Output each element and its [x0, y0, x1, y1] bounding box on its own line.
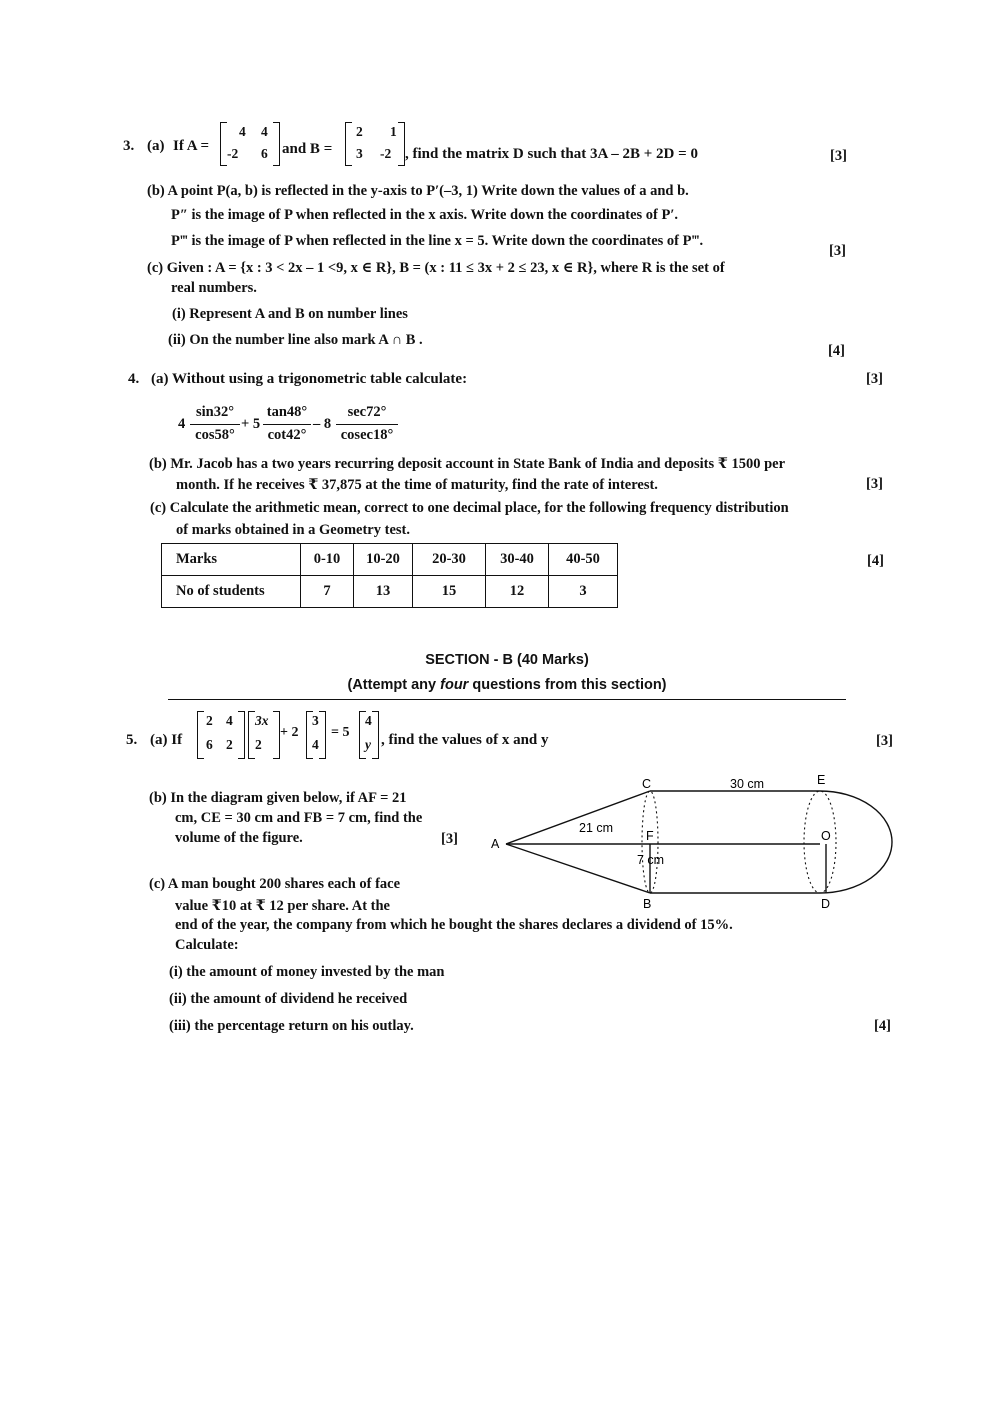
matrix-5-3 [306, 711, 326, 759]
q4c-line2: of marks obtained in a Geometry test. [176, 522, 410, 538]
table-cell: No of students [162, 576, 301, 608]
q5a-label: (a) If [150, 732, 183, 748]
label-e: E [817, 773, 826, 787]
q5b-line1: (b) In the diagram given below, if AF = 21 [149, 790, 407, 806]
matrix-5-1 [197, 711, 245, 759]
matrix-5-4 [359, 711, 379, 759]
q3-number: 3. [123, 138, 135, 154]
matrix-a-11: 4 [239, 124, 246, 139]
matrix-5-3-2: 4 [312, 737, 319, 752]
matrix-b-22: -2 [380, 146, 392, 161]
expr-bar2 [263, 424, 311, 425]
matrix-b-21: 3 [356, 146, 363, 161]
hemisphere-arc [820, 791, 892, 893]
matrix-b [345, 122, 405, 166]
expr-num1: sin32° [195, 404, 235, 420]
expr-num3: sec72° [347, 404, 387, 420]
expr-op1: + 5 [241, 416, 261, 432]
expr-den1: cos58° [195, 427, 235, 443]
matrix-5-3-1: 3 [312, 713, 319, 728]
volume-diagram [488, 768, 898, 910]
section-b-title: SECTION - B (40 Marks) [425, 652, 589, 668]
q3b-line3: P‴ is the image of P when reflected in the line x = 5. Write down the coordinates of P‴. [171, 233, 704, 249]
section-divider [168, 699, 846, 700]
q3c-line1: (c) Given : A = {x : 3 < 2x – 1 <9, x ∈ R}, B = (x : 11 ≤ 3x + 2 ≤ 23, x ∈ R}, where R is the set of [147, 260, 725, 276]
q5c-line1: (c) A man bought 200 shares each of face [149, 876, 401, 892]
q3b-marks: [3] [829, 243, 846, 259]
q5b-line3: volume of the figure. [175, 830, 303, 846]
q5c-line2: value ₹10 at ₹ 12 per share. At the [175, 898, 390, 914]
matrix-a [220, 122, 280, 166]
matrix-a-12: 4 [261, 124, 268, 139]
table-cell: 13 [354, 576, 413, 608]
q3a-if-a: If A = [173, 138, 210, 154]
q3a-rest: , find the matrix D such that 3A – 2B + 2D = 0 [405, 146, 698, 162]
expr-num2: tan48° [266, 404, 308, 420]
table-cell: 30-40 [486, 544, 549, 576]
table-cell: 12 [486, 576, 549, 608]
table-cell: Marks [162, 544, 301, 576]
q4b-marks: [3] [866, 476, 883, 492]
expr-coef1: 4 [178, 416, 186, 432]
matrix-5-4-1: 4 [365, 713, 372, 728]
matrix-b-12: 1 [390, 124, 397, 139]
matrix-5-1-21: 6 [206, 737, 213, 752]
label-d: D [821, 897, 831, 910]
label-af: 21 cm [579, 821, 614, 835]
label-f: F [646, 829, 654, 843]
q4a-text: (a) Without using a trigonometric table calculate: [151, 371, 468, 387]
matrix-b-11: 2 [356, 124, 363, 139]
subtitle-pre: (Attempt any [347, 677, 441, 693]
label-fb: 7 cm [637, 853, 665, 867]
q5c-line3: end of the year, the company from which he bought the shares declares a dividend of 15%. [175, 917, 733, 933]
q3c-marks: [4] [828, 343, 845, 359]
expr-bar1 [190, 424, 240, 425]
q3a-and-b: and B = [282, 141, 333, 157]
section-b-subtitle [168, 677, 846, 693]
q5c-line4: Calculate: [175, 937, 239, 953]
frequency-table [161, 543, 618, 608]
q4b-line2: month. If he receives ₹ 37,875 at the time of maturity, find the rate of interest. [176, 477, 658, 493]
table-cell: 15 [413, 576, 486, 608]
label-ce: 30 cm [730, 777, 765, 791]
q3c-line2: real numbers. [171, 280, 257, 296]
q4-number: 4. [128, 371, 140, 387]
matrix-a-22: 6 [261, 146, 268, 161]
q4b-line1: (b) Mr. Jacob has a two years recurring deposit account in State Bank of India and deposits ₹ 1500 per [149, 456, 786, 472]
expr-bar3 [336, 424, 398, 425]
q5c-marks: [4] [874, 1018, 891, 1034]
matrix-5-2 [248, 711, 280, 759]
q5a-eq5: = 5 [331, 725, 350, 740]
matrix-5-2-2: 2 [255, 737, 262, 752]
q3b-line1: (b) A point P(a, b) is reflected in the y-axis to P′(–3, 1) Write down the values of a and b. [147, 183, 689, 199]
expr-den3: cosec18° [340, 427, 394, 443]
matrix-5-4-2: y [365, 737, 371, 752]
q5a-plus2: + 2 [280, 725, 299, 740]
cone-top-edge [506, 791, 650, 844]
q5c-ii: (ii) the amount of dividend he received [169, 991, 408, 1007]
table-cell: 20-30 [413, 544, 486, 576]
matrix-5-1-22: 2 [226, 737, 233, 752]
table-cell: 10-20 [354, 544, 413, 576]
q5a-marks: [3] [876, 733, 893, 749]
table-row [162, 576, 618, 608]
table-row [162, 544, 618, 576]
cone-bottom-edge [506, 844, 650, 893]
table-cell: 40-50 [549, 544, 618, 576]
matrix-5-2-1: 3x [255, 713, 269, 728]
q3c-i: (i) Represent A and B on number lines [172, 306, 408, 322]
matrix-a-21: -2 [227, 146, 239, 161]
q5b-marks: [3] [441, 831, 458, 847]
table-cell: 7 [301, 576, 354, 608]
expr-den2: cot42° [267, 427, 307, 443]
q5-number: 5. [126, 732, 138, 748]
label-a: A [491, 837, 500, 851]
table-cell: 3 [549, 576, 618, 608]
subtitle-em: four [440, 677, 469, 693]
q4a-marks: [3] [866, 371, 883, 387]
label-b: B [643, 897, 652, 910]
matrix-5-1-12: 4 [226, 713, 233, 728]
q3b-line2: P″ is the image of P when reflected in the x axis. Write down the coordinates of P′. [171, 207, 679, 223]
q3c-ii: (ii) On the number line also mark A ∩ B . [168, 332, 423, 348]
q4c-marks: [4] [867, 553, 884, 569]
expr-op2: – 8 [313, 416, 332, 432]
label-o: O [821, 829, 831, 843]
subtitle-post: questions from this section) [468, 677, 667, 693]
q4c-line1: (c) Calculate the arithmetic mean, correct to one decimal place, for the following frequency distribution [150, 500, 789, 516]
matrix-5-1-11: 2 [206, 713, 213, 728]
q5a-rest: , find the values of x and y [381, 732, 549, 748]
label-c: C [642, 777, 652, 791]
q5c-iii: (iii) the percentage return on his outlay. [169, 1018, 414, 1034]
cylinder-end-ellipse [804, 791, 836, 893]
q3a-marks: [3] [830, 148, 847, 164]
q3a-label: (a) [147, 138, 165, 154]
table-cell: 0-10 [301, 544, 354, 576]
q5c-i: (i) the amount of money invested by the man [169, 964, 445, 980]
q5b-line2: cm, CE = 30 cm and FB = 7 cm, find the [175, 810, 423, 826]
